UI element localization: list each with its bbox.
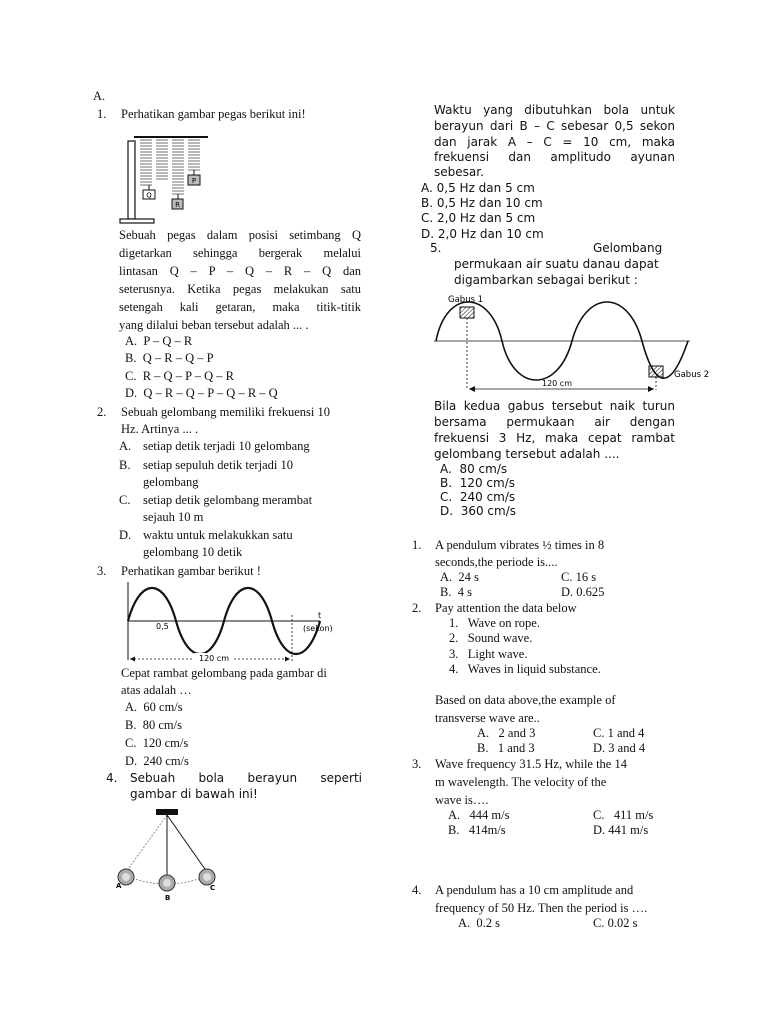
pendulum-label-a: A [116,882,122,890]
e2-option-d[interactable]: D. 3 and 4 [593,741,646,755]
q2-option-a[interactable]: A. [119,439,132,453]
wave-figure-q3 [120,580,345,664]
q2-option-d-text: waktu untuk melakukkan satu [143,528,293,542]
q5-word: Gelombang [593,241,663,255]
e4-option-a[interactable]: A. 0.2 s [458,916,501,930]
e1-option-a[interactable]: A. 24 s [440,570,479,584]
q2-option-b-text: setiap sepuluh detik terjadi 10 [143,458,293,472]
q5-number: 5. [430,241,442,255]
water-wave-figure [432,290,722,398]
q2-option-c[interactable]: C. [119,493,131,507]
water-wave-dist-label: 120 cm [541,379,573,388]
q4-body-line: berayun dari B – C sebesar 0,5 sekon [434,119,675,133]
wave-dist-label: 120 cm [198,654,230,663]
q4-body-line: frekuensi dan amplitudo ayunan [434,150,675,164]
e3-line: wave is…. [435,793,489,807]
q3-option-c[interactable]: C. 120 cm/s [125,736,189,750]
q4-option-d[interactable]: D. 2,0 Hz dan 10 cm [421,227,544,241]
q3-option-a[interactable]: A. 60 cm/s [125,700,183,714]
q1-option-d[interactable]: D. Q – R – Q – P – Q – R – Q [125,386,278,400]
q5-option-b[interactable]: B. 120 cm/s [440,476,515,490]
q4-option-c[interactable]: C. 2,0 Hz dan 5 cm [421,211,536,225]
q1-body-line: setengah kali getaran, maka titik-titik [119,300,361,314]
q1-body-line: yang dilalui beban tersebut adalah ... . [119,318,309,332]
e1-option-b[interactable]: B. 4 s [440,585,472,599]
e3-option-a[interactable]: A. 444 m/s [448,808,510,822]
spring-label-q: Q [146,191,152,200]
q3-number: 3. [97,564,107,578]
gabus-2-label: Gabus 2 [674,370,710,380]
q4-line: gambar di bawah ini! [130,787,258,801]
e3-line: Wave frequency 31.5 Hz, while the 14 [435,757,627,771]
e2-option-a[interactable]: A. 2 and 3 [477,726,536,740]
spring-figure [118,134,210,226]
e1-option-c[interactable]: C. 16 s [561,570,597,584]
q1-option-b[interactable]: B. Q – R – Q – P [125,351,214,365]
e3-option-b[interactable]: B. 414m/s [448,823,506,837]
e1-option-d[interactable]: D. 0.625 [561,585,605,599]
q5-line: permukaan air suatu danau dapat [454,257,659,271]
wave-mark-label: 0,5 [156,622,169,631]
q2-number: 2. [97,405,107,419]
pendulum-label-c: C [210,884,216,892]
q4-number: 4. [106,771,118,785]
e3-line: m wavelength. The velocity of the [435,775,607,789]
e4-number: 4. [412,883,422,897]
e4-line: A pendulum has a 10 cm amplitude and [435,883,634,897]
q4-line: Sebuah bola berayun seperti [130,771,362,785]
q2-option-d[interactable]: D. [119,528,132,542]
e1-line: seconds,the periode is.... [435,555,558,569]
q2-option-c-text: sejauh 10 m [143,510,204,524]
e2-body-line: Based on data above,the example of [435,693,616,707]
q4-body-line: dan jarak A – C = 10 cm, maka [434,135,675,149]
q4-body-line: sebesar. [434,165,484,179]
gabus-1-label: Gabus 1 [448,295,484,305]
e2-body-line: transverse wave are.. [435,711,540,725]
wave-t-label: t [318,611,322,620]
q1-body-line: seterusnya. Ketika pegas melakukan satu [119,282,361,296]
q1-body-line: digetarkan sehingga bergerak melalui [119,246,361,260]
q5-body-line: Bila kedua gabus tersebut naik turun [434,399,675,413]
q2-line: Sebuah gelombang memiliki frekuensi 10 [121,405,330,419]
e4-option-c[interactable]: C. 0.02 s [593,916,638,930]
e2-option-c[interactable]: C. 1 and 4 [593,726,645,740]
e1-number: 1. [412,538,422,552]
q1-body-line: Sebuah pegas dalam posisi setimbang Q [119,228,361,242]
q4-option-b[interactable]: B. 0,5 Hz dan 10 cm [421,196,543,210]
e2-prompt: Pay attention the data below [435,601,577,615]
q3-option-b[interactable]: B. 80 cm/s [125,718,182,732]
q5-option-c[interactable]: C. 240 cm/s [440,490,516,504]
spring-label-p: P [191,177,197,185]
e2-item: 4. Waves in liquid substance. [449,662,601,676]
q5-option-d[interactable]: D. 360 cm/s [440,504,517,518]
q3-body-line: Cepat rambat gelombang pada gambar di [121,666,327,680]
q5-body-line: gelombang tersebut adalah .... [434,447,620,461]
e2-item: 1. Wave on rope. [449,616,540,630]
q4-option-a[interactable]: A. 0,5 Hz dan 5 cm [421,181,535,195]
e4-line: frequency of 50 Hz. Then the period is …. [435,901,648,915]
q1-option-c[interactable]: C. R – Q – P – Q – R [125,369,234,383]
q5-body-line: bersama permukaan air dengan [434,415,675,429]
q2-option-b-text: gelombang [143,475,199,489]
q1-prompt: Perhatikan gambar pegas berikut ini! [121,107,306,121]
pendulum-label-b: B [165,894,171,901]
q3-option-d[interactable]: D. 240 cm/s [125,754,189,768]
q4-body-line: Waktu yang dibutuhkan bola untuk [434,103,675,117]
q3-body-line: atas adalah … [121,683,192,697]
e2-item: 2. Sound wave. [449,631,533,645]
pendulum-figure [112,806,227,901]
q2-line: Hz. Artinya ... . [121,422,199,436]
section-label: A. [93,89,106,103]
e3-option-d[interactable]: D. 441 m/s [593,823,649,837]
e2-option-b[interactable]: B. 1 and 3 [477,741,535,755]
e2-number: 2. [412,601,422,615]
q5-body-line: frekuensi 3 Hz, maka cepat rambat [434,431,675,445]
q5-option-a[interactable]: A. 80 cm/s [440,462,508,476]
q2-option-d-text: gelombang 10 detik [143,545,243,559]
q2-option-a-text: setiap detik terjadi 10 gelombang [143,439,310,453]
e3-number: 3. [412,757,422,771]
wave-unit-label: (sekon) [303,624,333,633]
q1-option-a[interactable]: A. P – Q – R [125,334,193,348]
spring-label-r: R [175,201,180,209]
e1-line: A pendulum vibrates ½ times in 8 [435,538,605,552]
e3-option-c[interactable]: C. 411 m/s [593,808,654,822]
e2-item: 3. Light wave. [449,647,528,661]
q5-line: digambarkan sebagai berikut : [454,273,638,287]
q2-option-b[interactable]: B. [119,458,131,472]
q1-body-line: lintasan Q – P – Q – R – Q dan [119,264,361,278]
q3-prompt: Perhatikan gambar berikut ! [121,564,261,578]
q2-option-c-text: setiap detik gelombang merambat [143,493,313,507]
q1-number: 1. [97,107,107,121]
